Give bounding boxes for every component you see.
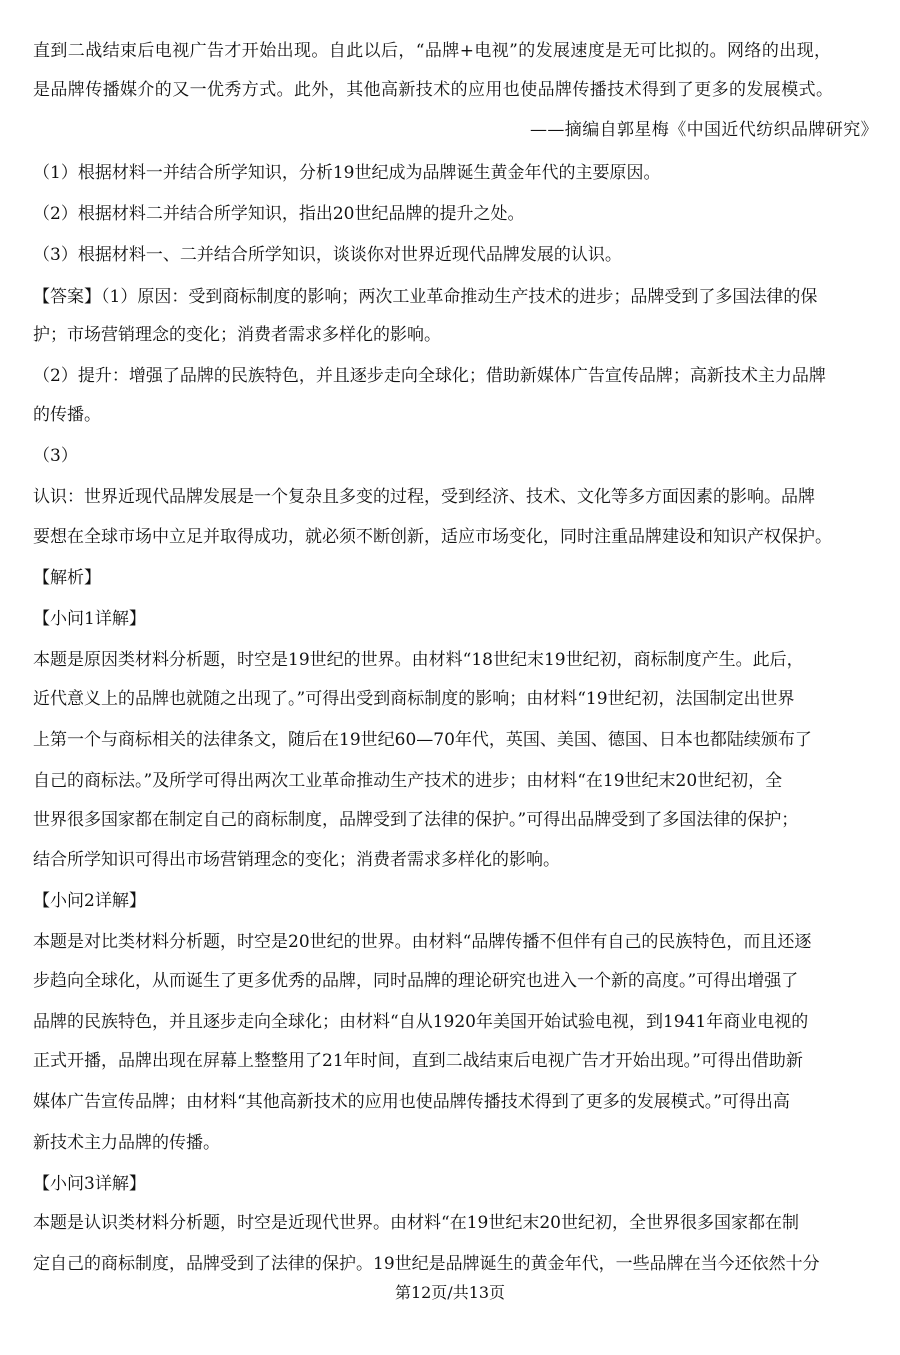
analysis-line: 结合所学知识可得出市场营销理念的变化；消费者需求多样化的影响。 [33,850,560,870]
answer-line: （2）提升：增强了品牌的民族特色，并且逐步走向全球化；借助新媒体广告宣传品牌；高新技术主力品牌 [33,366,826,386]
answer-line: 要想在全球市场中立足并取得成功，就必须不断创新，适应市场变化，同时注重品牌建设和知识产权保护。 [33,527,832,547]
analysis-line: 自己的商标法。”及所学可得出两次工业革命推动生产技术的进步；由材料“在19世纪末20世纪初，全 [33,771,783,791]
analysis-line: 品牌的民族特色，并且逐步走向全球化；由材料“自从1920年美国开始试验电视，到1941年商业电视的 [33,1012,809,1032]
question-3: （3）根据材料一、二并结合所学知识，谈谈你对世界近现代品牌发展的认识。 [33,245,622,265]
text-line: 是品牌传播媒介的又一优秀方式。此外，其他高新技术的应用也使品牌传播技术得到了更多的发展模式。 [33,80,834,100]
page-number: 第12页/共13页 [394,1283,506,1302]
question-2: （2）根据材料二并结合所学知识，指出20世纪品牌的提升之处。 [33,204,525,224]
analysis-line: 定自己的商标制度，品牌受到了法律的保护。19世纪是品牌诞生的黄金年代，一些品牌在当今还依然十分 [33,1254,820,1274]
analysis-line: 正式开播，品牌出现在屏幕上整整用了21年时间，直到二战结束后电视广告才开始出现。”可得出借助新 [33,1051,803,1071]
answer-line: 护；市场营销理念的变化；消费者需求多样化的影响。 [33,325,441,345]
subquestion-heading: 【小问1详解】 [33,609,146,629]
subquestion-heading: 【小问2详解】 [33,891,146,911]
text-line: 直到二战结束后电视广告才开始出现。自此以后，“品牌+电视”的发展速度是无可比拟的。网络的出现， [33,41,832,61]
analysis-line: 新技术主力品牌的传播。 [33,1133,220,1153]
answer-line: 的传播。 [33,405,101,425]
answer-line: 【答案】（1）原因：受到商标制度的影响；两次工业革命推动生产技术的进步；品牌受到了多国法律的保 [33,287,818,307]
analysis-line: 本题是认识类材料分析题，时空是近现代世界。由材料“在19世纪末20世纪初，全世界很多国家都在制 [33,1213,799,1233]
analysis-line: 步趋向全球化，从而诞生了更多优秀的品牌，同时品牌的理论研究也进入一个新的高度。”可得出增强了 [33,971,799,991]
analysis-line: 媒体广告宣传品牌；由材料“其他高新技术的应用也使品牌传播技术得到了更多的发展模式。”可得出高 [33,1092,790,1112]
question-1: （1）根据材料一并结合所学知识，分析19世纪成为品牌诞生黄金年代的主要原因。 [33,163,661,183]
analysis-line: 本题是对比类材料分析题，时空是20世纪的世界。由材料“品牌传播不但伴有自己的民族特色，而且还逐 [33,932,812,952]
analysis-line: 近代意义上的品牌也就随之出现了。”可得出受到商标制度的影响；由材料“19世纪初，法国制定出世界 [33,689,795,709]
subquestion-heading: 【小问3详解】 [33,1174,146,1194]
analysis-line: 世界很多国家都在制定自己的商标制度，品牌受到了法律的保护。”可得出品牌受到了多国法律的保护； [33,810,799,830]
answer-line: 认识：世界近现代品牌发展是一个复杂且多变的过程，受到经济、技术、文化等多方面因素的影响。品牌 [33,487,815,507]
answer-line: （3） [33,446,78,466]
analysis-line: 上第一个与商标相关的法律条文，随后在19世纪60—70年代，英国、美国、德国、日本也都陆续颁布了 [33,730,812,750]
analysis-heading: 【解析】 [33,568,101,588]
analysis-line: 本题是原因类材料分析题，时空是19世纪的世界。由材料“18世纪末19世纪初，商标制度产生。此后， [33,650,804,670]
source-citation: ——摘编自郭星梅《中国近代纺织品牌研究》 [530,120,878,140]
